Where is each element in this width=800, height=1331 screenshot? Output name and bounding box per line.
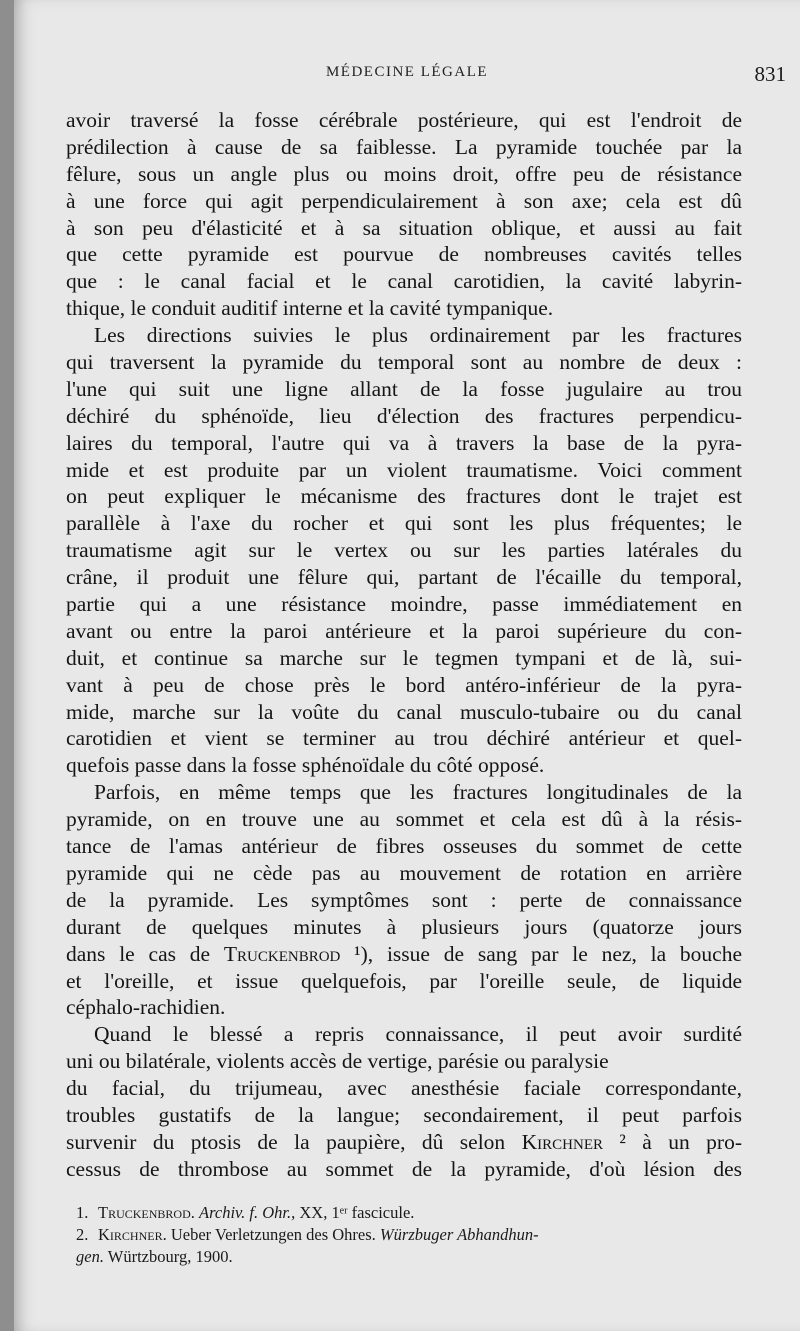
text-line: avant ou entre la paroi antérieure et la paroi supérieure du con- [66, 618, 742, 643]
text-line: cessus de thrombose au sommet de la pyramide, d'où lésion des [66, 1156, 742, 1181]
footnote-author: Truckenbrod. [98, 1203, 195, 1222]
text-line: quefois passe dans la fosse sphénoïdale du côté opposé. [66, 753, 545, 778]
text-line: de la pyramide. Les symptômes sont : perte de connaissance [66, 887, 742, 912]
text-line: troubles gustatifs de la langue; secondairement, il peut parfois [66, 1102, 742, 1127]
running-title: MÉDECINE LÉGALE [325, 64, 489, 80]
text-line: thique, le conduit auditif interne et la cavité tympanique. [66, 296, 554, 321]
text-line: durant de quelques minutes à plusieurs jours (quatorze jours [66, 914, 742, 939]
footnote-journal-cont: gen. [76, 1247, 104, 1266]
text-line: parallèle à l'axe du rocher et qui sont les plus fréquentes; le [66, 511, 742, 536]
text-line: à son peu d'élasticité et à sa situation oblique, et aussi au fait [66, 215, 742, 240]
footnote [76, 1202, 752, 1224]
text-line: pyramide qui ne cède pas au mouvement de rotation en arrière [66, 860, 742, 885]
text-line: traumatisme agit sur le vertex ou sur les parties latérales du [66, 538, 742, 563]
text-line: prédilection à cause de sa faiblesse. La pyramide touchée par la [66, 134, 742, 159]
text-line [66, 941, 742, 968]
footnote-number: 2. [76, 1225, 89, 1244]
text-line: et l'oreille, et issue quelquefois, par l'oreille seule, de liquide [66, 968, 742, 993]
text-line: Les directions suivies le plus ordinairement par les fractures [94, 323, 742, 348]
text-line: fêlure, sous un angle plus ou moins droit, offre peu de résistance [66, 161, 742, 186]
text-line: Parfois, en même temps que les fractures longitudinales de la [94, 780, 742, 805]
text-segment: dans le cas de [66, 941, 211, 966]
text-line: laires du temporal, l'autre qui va à travers la base de la pyra- [66, 430, 742, 455]
author-name: Truckenbrod [223, 941, 341, 966]
text-line [66, 1129, 742, 1156]
text-line: du facial, du trijumeau, avec anesthésie faciale correspondante, [66, 1076, 742, 1101]
text-line: que : le canal facial et le canal carotidien, la cavité labyrin- [66, 269, 742, 294]
page-number: 831 [754, 62, 786, 86]
footnote-title: Archiv. f. Ohr. [199, 1203, 292, 1222]
text-line: carotidien et vient se terminer au trou déchiré antérieur et quel- [66, 726, 742, 751]
text-line: duit, et continue sa marche sur le tegmen tympani et de là, sui- [66, 645, 742, 670]
text-line: crâne, il produit une fêlure qui, partant de l'écaille du temporal, [66, 565, 742, 590]
text-line: pyramide, on en trouve une au sommet et cela est dû à la résis- [66, 807, 742, 832]
footnote-rest: Würtzbourg, 1900. [103, 1247, 233, 1266]
text-line: partie qui a une résistance moindre, passe immédiatement en [66, 592, 742, 617]
running-head [14, 62, 800, 86]
text-line: l'une qui suit une ligne allant de la fosse jugulaire au trou [66, 376, 742, 401]
footnote-text: Ueber Verletzungen des Ohres. [166, 1225, 376, 1244]
author-name: Kirchner [521, 1129, 603, 1154]
text-line: mide, marche sur la voûte du canal musculo-tubaire ou du canal [66, 699, 742, 724]
footnote-rest: , XX, 1ᵉʳ fascicule. [291, 1203, 415, 1222]
footnotes [76, 1202, 752, 1268]
footnote-author: Kirchner. [98, 1225, 167, 1244]
text-segment: ¹), issue de sang par le nez, la bouche [340, 941, 742, 966]
text-line: tance de l'amas antérieur de fibres osseuses du sommet de cette [66, 834, 742, 859]
text-line: on peut expliquer le mécanisme des fractures dont le trajet est [66, 484, 742, 509]
text-line: uni ou bilatérale, violents accès de vertige, parésie ou paralysie [66, 1049, 609, 1074]
text-segment: survenir du ptosis de la paupière, dû selon [66, 1129, 506, 1154]
body-text [66, 107, 742, 1183]
text-line: que cette pyramide est pourvue de nombreuses cavités telles [66, 242, 742, 267]
footnote-number: 1. [76, 1203, 89, 1222]
text-line: qui traversent la pyramide du temporal sont au nombre de deux : [66, 350, 742, 375]
text-line: mide et est produite par un violent traumatisme. Voici comment [66, 457, 742, 482]
book-page [14, 0, 800, 1331]
text-line: avoir traversé la fosse cérébrale postérieure, qui est l'endroit de [66, 108, 742, 132]
text-line: Quand le blessé a repris connaissance, il peut avoir surdité [94, 1022, 742, 1047]
text-line: céphalo-rachidien. [66, 995, 226, 1020]
text-segment: ² à un pro- [603, 1129, 742, 1154]
footnote-continuation [76, 1246, 752, 1268]
footnote [76, 1224, 752, 1246]
text-line: à une force qui agit perpendiculairement à son axe; cela est dû [66, 188, 742, 213]
text-line: vant à peu de chose près le bord antéro-inférieur de la pyra- [66, 672, 742, 697]
footnote-journal: Würzbuger Abhandhun- [379, 1225, 539, 1244]
text-line: déchiré du sphénoïde, lieu d'élection des fractures perpendicu- [66, 403, 742, 428]
